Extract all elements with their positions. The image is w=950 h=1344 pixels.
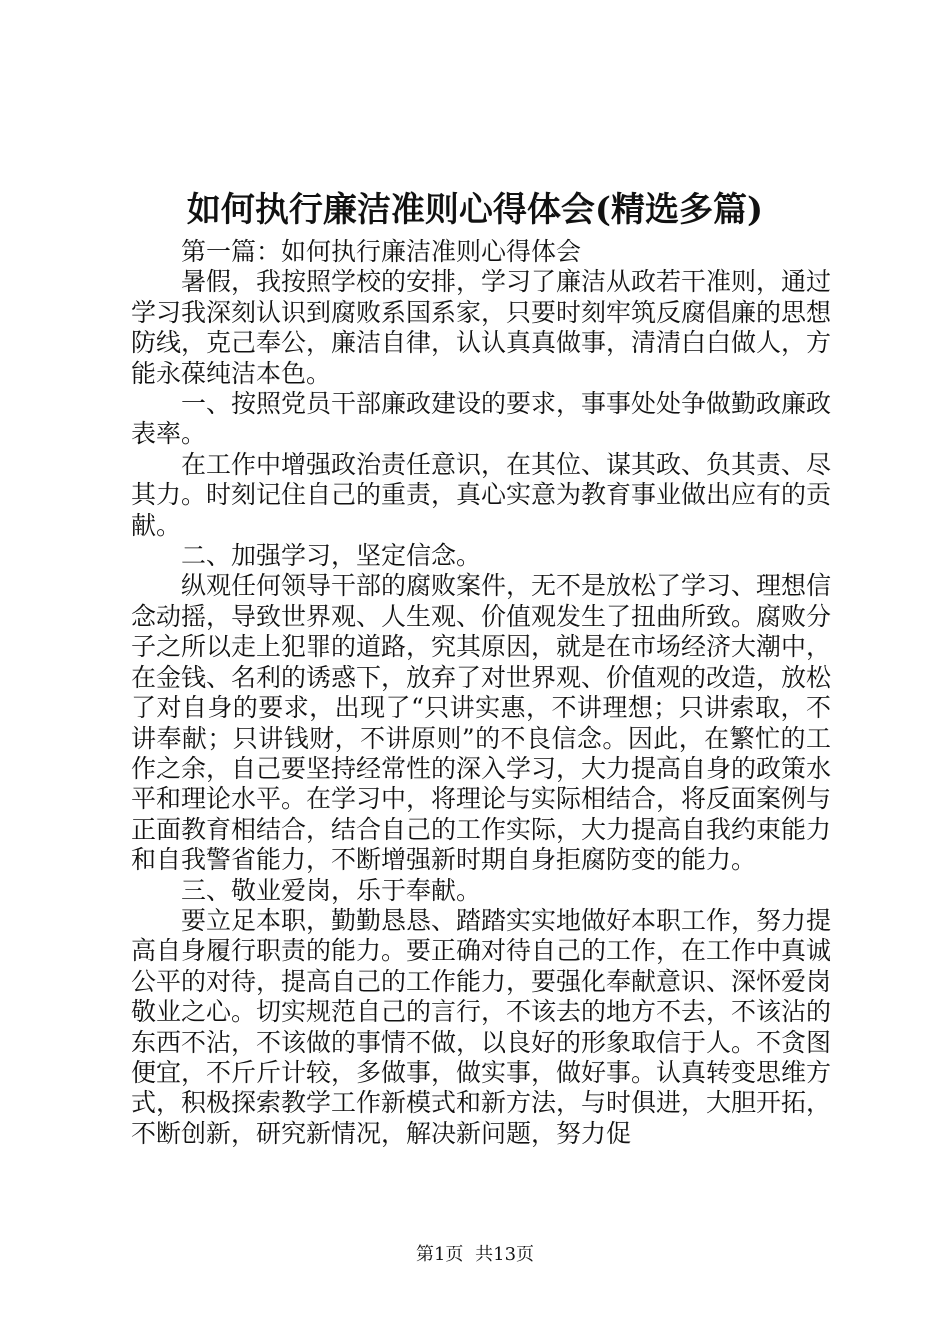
section-heading: 二、加强学习，坚定信念。 xyxy=(181,541,482,571)
page-footer xyxy=(0,1243,950,1267)
page-total: 共13页 xyxy=(475,1244,535,1265)
paragraph: 在工作中增强政治责任意识，在其位、谋其政、负其责、尽其力。时刻记住自己的重责，真心实意为教育事业做出应有的贡献。 xyxy=(131,449,832,540)
section-heading: 三、敬业爱岗，乐于奉献。 xyxy=(181,875,482,905)
paragraph: 纵观任何领导干部的腐败案件，无不是放松了学习、理想信念动摇，导致世界观、人生观、价值观发生了扭曲所致。腐败分子之所以走上犯罪的道路，究其原因，就是在市场经济大潮中，在金钱、名利的诱惑下，放弃了对世界观、价值观的改造，放松了对自身的要求，出现了“只讲实惠，不讲理想；只讲索取，不讲奉献；只讲钱财，不讲原则”的不良信念。因此，在繁忙的工作之余，自己要坚持经常性的深入学习，大力提高自身的政策水平和理论水平。在学习中，将理论与实际相结合，将反面案例与正面教育相结合，结合自己的工作实际，大力提高自我约束能力和自我警省能力，不断增强新时期自身拒腐防变的能力。 xyxy=(131,571,832,875)
paragraph: 暑假，我按照学校的安排，学习了廉洁从政若干准则，通过学习我深刻认识到腐败系国系家，只要时刻牢筑反腐倡廉的思想防线，克己奉公，廉洁自律，认认真真做事，清清白白做人，方能永葆纯洁本色。 xyxy=(131,267,832,388)
document-title: 如何执行廉洁准则心得体会(精选多篇) xyxy=(186,190,764,230)
page-number: 第1页 xyxy=(415,1244,464,1265)
paragraph: 要立足本职，勤勤恳恳、踏踏实实地做好本职工作，努力提高自身履行职责的能力。要正确对待自己的工作，在工作中真诚公平的对待，提高自己的工作能力，要强化奉献意识、深怀爱岗敬业之心。切实规范自己的言行，不该去的地方不去，不该沾的东西不沾，不该做的事情不做，以良好的形象取信于人。不贪图便宜，不斤斤计较，多做事，做实事，做好事。认真转变思维方式，积极探索教学工作新模式和新方法，与时俱进，大胆开拓，不断创新，研究新情况，解决新问题，努力促 xyxy=(131,905,832,1148)
document-body xyxy=(131,237,831,1149)
section-heading: 第一篇：如何执行廉洁准则心得体会 xyxy=(181,237,582,266)
section-heading: 一、按照党员干部廉政建设的要求，事事处处争做勤政廉政表率。 xyxy=(131,389,832,449)
